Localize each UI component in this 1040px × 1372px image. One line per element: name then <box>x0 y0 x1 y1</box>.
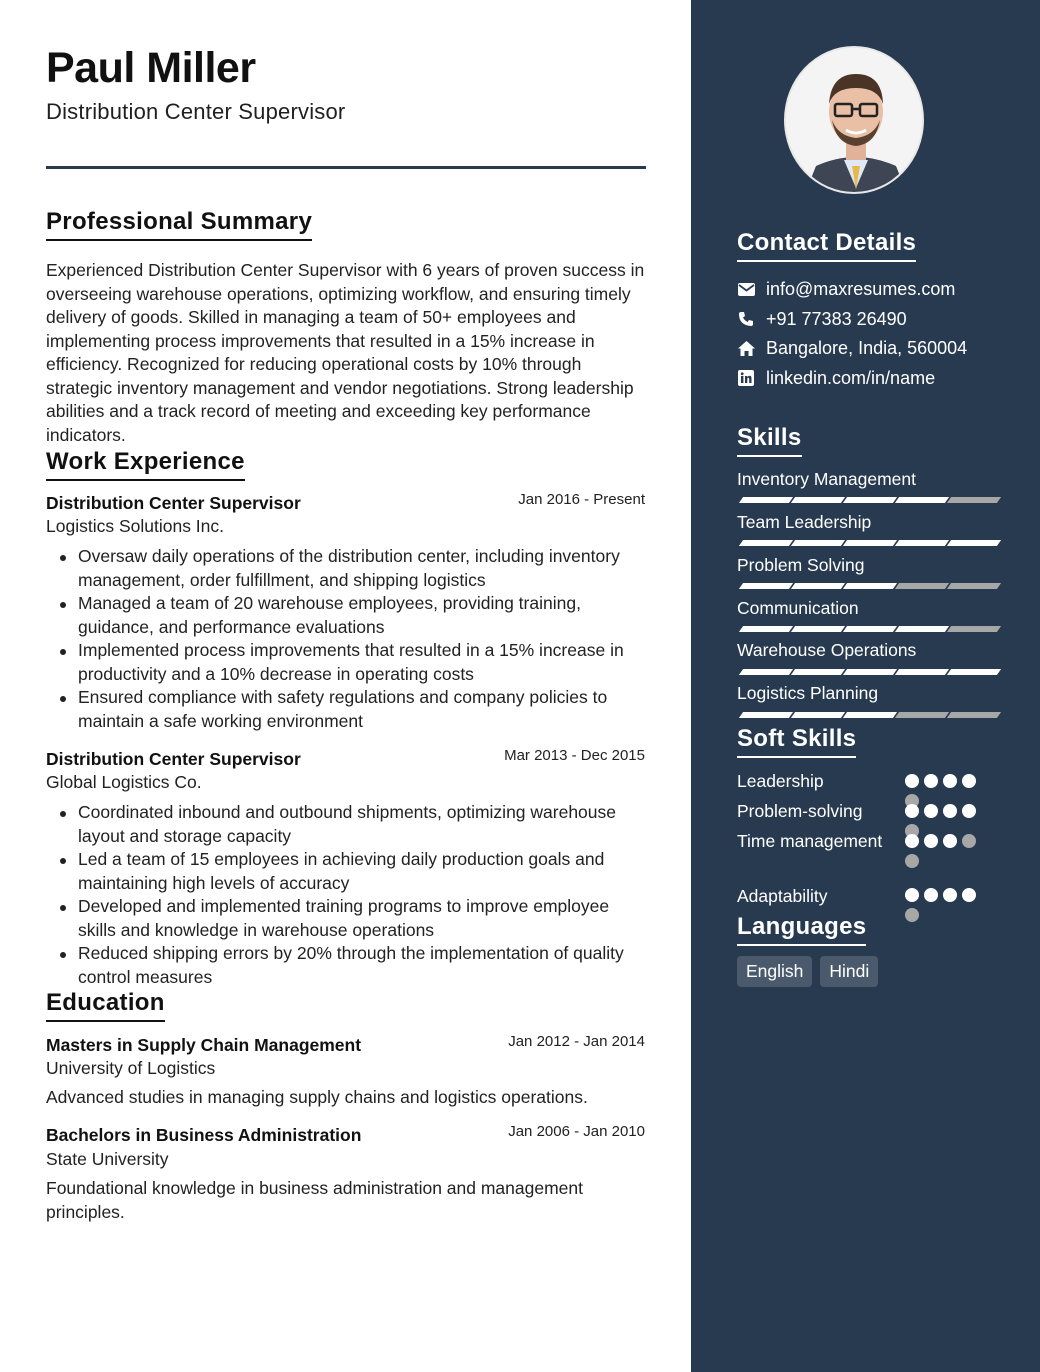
skill-segment-filled <box>895 540 949 546</box>
skill-segment-filled <box>739 712 793 718</box>
rating-dot-filled <box>924 804 938 818</box>
skill-segment-filled <box>895 669 949 675</box>
skills-heading: Skills <box>737 424 802 457</box>
skill-segment-filled <box>791 626 845 632</box>
skill-segment-filled <box>791 540 845 546</box>
skill-name: Inventory Management <box>737 469 916 489</box>
summary-text: Experienced Distribution Center Supervisor with 6 years of proven success in overseeing warehouse operations, optimizing workflow, and ensuring timely delivery of goods. Skilled in managing a team of 50+ employees and implementing process improvements that resulted in a 15% increase in efficiency. Recognized for reducing operational costs by 10% through strategic inventory management and vendor negotiations. Strong leadership abilities and a track record of meeting and exceeding key performance indicators. <box>46 260 645 445</box>
skill-segment-filled <box>843 626 897 632</box>
soft-skill-name: Leadership <box>737 771 824 791</box>
contact-linkedin[interactable] <box>737 366 935 390</box>
skill-segment-filled <box>739 626 793 632</box>
contact-text: Bangalore, India, 560004 <box>766 337 968 358</box>
job-date: Jan 2016 - Present <box>518 491 645 508</box>
experience-heading: Work Experience <box>46 448 245 481</box>
degree-date: Jan 2006 - Jan 2010 <box>508 1123 645 1140</box>
skill-name: Problem Solving <box>737 555 865 575</box>
skill-segment-filled <box>739 540 793 546</box>
skill-segment-empty <box>895 712 949 718</box>
soft-skill-rating <box>905 888 985 922</box>
rating-dot-empty <box>962 834 976 848</box>
rating-dot-filled <box>924 774 938 788</box>
skill-segment-filled <box>791 497 845 503</box>
contact-email[interactable] <box>737 277 955 301</box>
skill-segment-filled <box>947 669 1001 675</box>
rating-dot-filled <box>943 834 957 848</box>
soft-skill-rating <box>905 774 985 808</box>
skill-segment-empty <box>895 583 949 589</box>
skill-segment-empty <box>947 583 1001 589</box>
soft-skill-rating <box>905 834 985 868</box>
skill-segment-filled <box>895 497 949 503</box>
skill-segment-filled <box>791 712 845 718</box>
degree-title: Bachelors in Business Administration <box>46 1125 362 1145</box>
education-heading: Education <box>46 989 165 1022</box>
rating-dot-filled <box>905 804 919 818</box>
phone-icon <box>737 310 755 328</box>
language-tag: Hindi <box>820 956 878 987</box>
degree-title: Masters in Supply Chain Management <box>46 1035 362 1055</box>
skill-level-bar <box>737 497 995 503</box>
soft-skills-heading: Soft Skills <box>737 725 856 758</box>
skill-segment-empty <box>947 626 1001 632</box>
soft-skill-name: Adaptability <box>737 886 828 906</box>
rating-dot-filled <box>905 774 919 788</box>
rating-dot-filled <box>962 888 976 902</box>
job-bullet: Managed a team of 20 warehouse employees, providing training, guidance, and performance evaluations <box>78 592 646 639</box>
contact-text: linkedin.com/in/name <box>766 367 936 388</box>
envelope-icon <box>737 280 755 298</box>
skill-level-bar <box>737 712 995 718</box>
job-bullet: Developed and implemented training programs to improve employee skills and knowledge in warehouse operations <box>78 895 646 942</box>
soft-skill-name: Time management <box>737 831 883 851</box>
header-divider <box>46 166 646 169</box>
home-icon <box>737 339 755 357</box>
rating-dot-filled <box>924 834 938 848</box>
contact-text: info@maxresumes.com <box>766 278 956 299</box>
job-bullet: Implemented process improvements that resulted in a 15% increase in productivity and a 10% decrease in operating costs <box>78 639 646 686</box>
job-title: Distribution Center Supervisor <box>46 749 301 769</box>
rating-dot-filled <box>943 804 957 818</box>
rating-dot-empty <box>905 854 919 868</box>
skill-segment-filled <box>739 583 793 589</box>
job-bullet: Coordinated inbound and outbound shipments, optimizing warehouse layout and storage capacity <box>78 801 646 848</box>
skill-segment-filled <box>843 497 897 503</box>
school-name: University of Logistics <box>46 1058 216 1078</box>
job-bullet: Led a team of 15 employees in achieving daily production goals and maintaining high levels of accuracy <box>78 848 646 895</box>
rating-dot-empty <box>905 908 919 922</box>
skill-name: Warehouse Operations <box>737 640 917 660</box>
skill-level-bar <box>737 669 995 675</box>
job-company: Global Logistics Co. <box>46 772 202 792</box>
rating-dot-filled <box>905 834 919 848</box>
rating-dot-filled <box>962 774 976 788</box>
skill-level-bar <box>737 583 995 589</box>
person-photo-icon <box>786 48 924 194</box>
degree-description: Foundational knowledge in business administration and management principles. <box>46 1178 584 1222</box>
skill-segment-filled <box>947 540 1001 546</box>
skill-level-bar <box>737 626 995 632</box>
rating-dot-filled <box>924 888 938 902</box>
job-date: Mar 2013 - Dec 2015 <box>504 747 645 764</box>
skill-segment-filled <box>895 626 949 632</box>
skill-segment-empty <box>947 712 1001 718</box>
skill-segment-empty <box>947 497 1001 503</box>
summary-heading: Professional Summary <box>46 208 312 241</box>
skill-segment-filled <box>739 669 793 675</box>
language-tag: English <box>737 956 812 987</box>
languages-heading: Languages <box>737 913 866 946</box>
soft-skill-name: Problem-solving <box>737 801 863 821</box>
rating-dot-filled <box>943 888 957 902</box>
skill-segment-filled <box>739 497 793 503</box>
job-bullet: Reduced shipping errors by 20% through the implementation of quality control measures <box>78 942 646 989</box>
skill-segment-filled <box>791 583 845 589</box>
rating-dot-filled <box>943 774 957 788</box>
job-company: Logistics Solutions Inc. <box>46 516 225 536</box>
school-name: State University <box>46 1149 169 1169</box>
skill-segment-filled <box>843 583 897 589</box>
contact-heading: Contact Details <box>737 229 916 262</box>
job-bullets <box>46 545 646 733</box>
language-tags <box>737 956 878 987</box>
contact-phone[interactable] <box>737 307 907 331</box>
candidate-title: Distribution Center Supervisor <box>46 99 346 124</box>
job-bullets <box>46 801 646 989</box>
job-bullet: Oversaw daily operations of the distribution center, including inventory management, order fulfillment, and shipping logistics <box>78 545 646 592</box>
rating-dot-filled <box>905 888 919 902</box>
skill-segment-filled <box>843 669 897 675</box>
degree-description: Advanced studies in managing supply chains and logistics operations. <box>46 1087 588 1107</box>
skill-segment-filled <box>791 669 845 675</box>
linkedin-icon <box>737 369 755 387</box>
skill-segment-filled <box>843 712 897 718</box>
candidate-name: Paul Miller <box>46 44 256 92</box>
skill-segment-filled <box>843 540 897 546</box>
degree-date: Jan 2012 - Jan 2014 <box>508 1033 645 1050</box>
job-bullet: Ensured compliance with safety regulations and company policies to maintain a safe working environment <box>78 686 646 733</box>
soft-skill-rating <box>905 804 985 838</box>
skill-name: Communication <box>737 598 859 618</box>
profile-photo <box>784 46 924 194</box>
skill-level-bar <box>737 540 995 546</box>
skill-name: Logistics Planning <box>737 683 879 703</box>
rating-dot-filled <box>962 804 976 818</box>
contact-text: +91 77383 26490 <box>766 308 907 329</box>
contact-address <box>737 336 967 360</box>
skill-name: Team Leadership <box>737 512 872 532</box>
job-title: Distribution Center Supervisor <box>46 493 301 513</box>
